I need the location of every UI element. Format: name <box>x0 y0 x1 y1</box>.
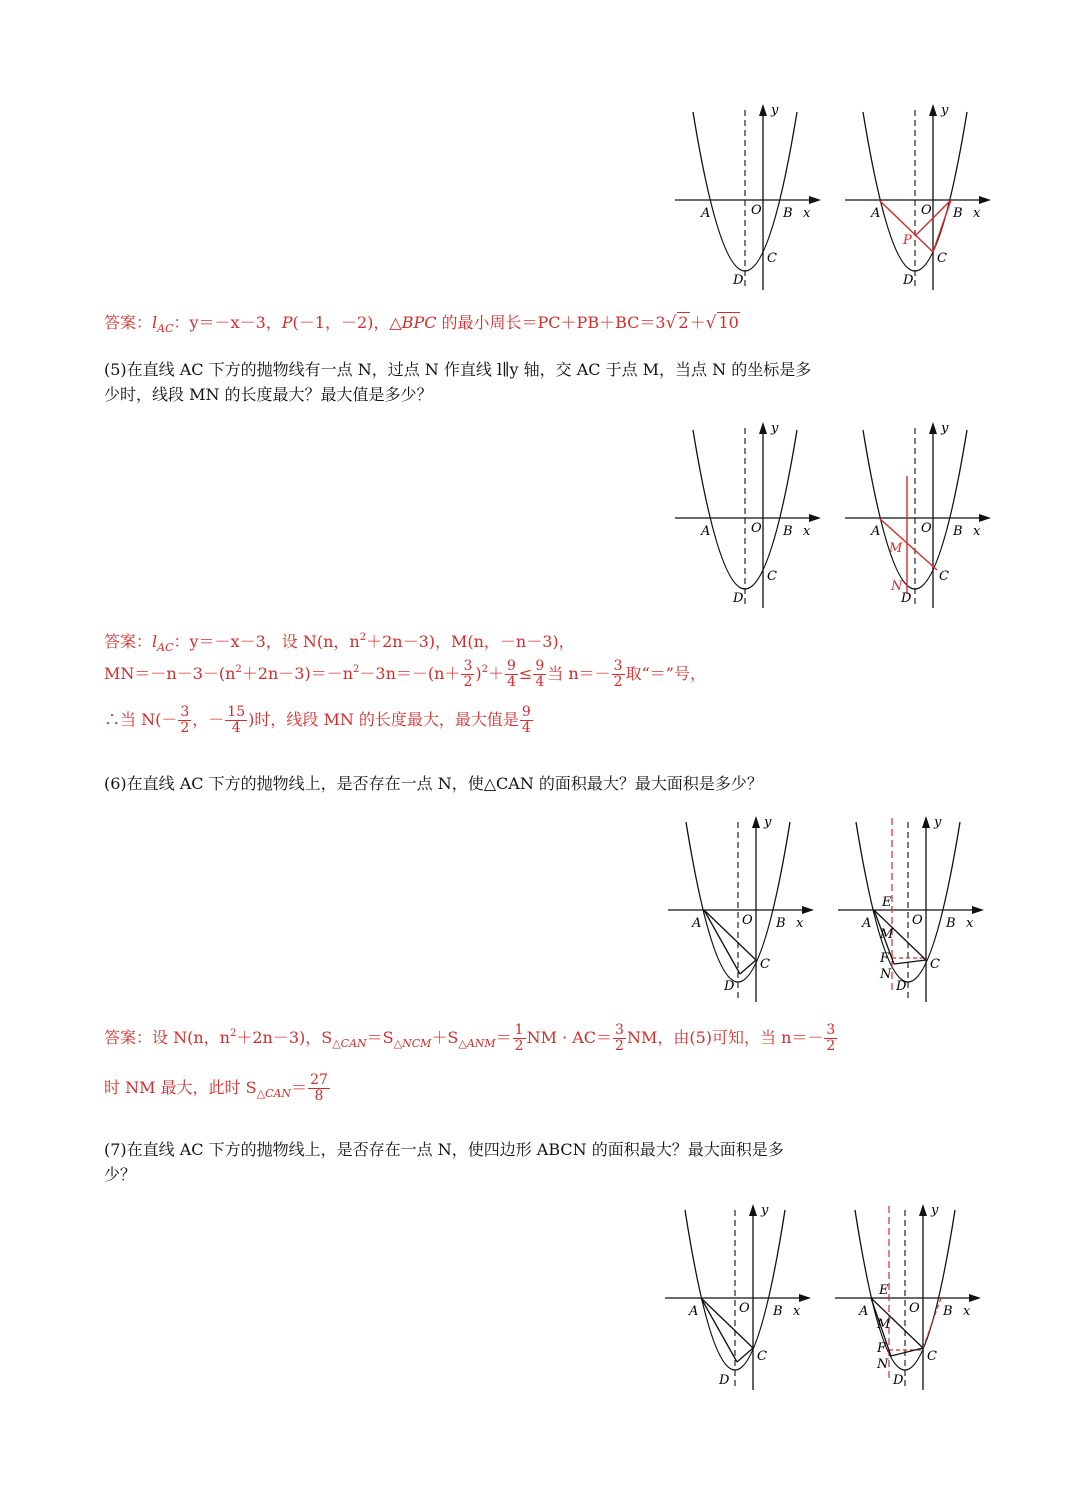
label-C: C <box>939 569 949 584</box>
label-B: B <box>776 916 786 931</box>
numerator: 1 <box>514 1022 524 1038</box>
label-B: B <box>953 524 963 539</box>
numerator: 3 <box>613 658 623 674</box>
sqrt-10: 10 <box>718 313 739 332</box>
parabola-graph <box>675 100 825 290</box>
question-5-line-2: 少时，线段 MN 的长度最大？最大值是多少？ <box>104 385 433 404</box>
parabola-graph <box>675 418 825 608</box>
fraction-9-4 <box>533 659 546 690</box>
denominator: 4 <box>507 674 516 690</box>
figure-q5-parabola <box>675 418 825 608</box>
label-x: x <box>803 524 811 539</box>
point-p: P <box>281 313 293 332</box>
mn-expression-a: MN＝－n－3－(n <box>104 664 236 683</box>
segment-AN <box>704 910 740 974</box>
denominator: 2 <box>180 720 190 736</box>
y-axis-arrow-icon <box>929 422 937 434</box>
subscript-ac: AC <box>157 641 174 654</box>
x-axis-arrow-icon <box>809 196 821 204</box>
label-D: D <box>719 1373 730 1388</box>
numerator: 3 <box>826 1022 836 1038</box>
denominator: 4 <box>535 674 545 690</box>
label-y: y <box>934 815 942 830</box>
numerator: 9 <box>507 658 516 674</box>
label-N: N <box>880 967 892 982</box>
question-7-line-1: (7)在直线 AC 下方的抛物线上，是否存在一点 N，使四边形 ABCN 的面积最大？最大面积是多 <box>104 1140 784 1159</box>
y-axis-arrow-icon <box>752 816 760 828</box>
numerator: 27 <box>310 1072 328 1088</box>
label-E: E <box>879 1283 889 1298</box>
label-C: C <box>767 251 777 266</box>
label-M: M <box>877 1317 891 1332</box>
label-A: A <box>871 524 881 539</box>
numerator: 3 <box>615 1022 624 1038</box>
label-x: x <box>973 524 981 539</box>
label-F: F <box>880 951 890 966</box>
subscript-ncm: △NCM <box>393 1037 432 1050</box>
label-y: y <box>771 421 779 436</box>
answer-prefix: 答案： <box>104 632 153 651</box>
label-C: C <box>927 1349 937 1364</box>
label-C: C <box>930 957 940 972</box>
answer-5-text: ：y＝－x－3，设 N(n，n <box>173 632 360 651</box>
subscript-ac: AC <box>157 322 174 335</box>
y-axis-arrow-icon <box>922 816 930 828</box>
sqrt-2: 2 <box>678 313 689 332</box>
answer-5-text-tail: ＋2n－3)，M(n，－n－3)， <box>366 632 575 651</box>
answer-6-line-1 <box>104 1016 838 1062</box>
label-x: x <box>966 916 974 931</box>
equality-text: 取“＝”号， <box>625 664 706 683</box>
fraction-3-2 <box>613 1023 626 1054</box>
label-A: A <box>701 206 711 221</box>
numerator: 9 <box>521 704 531 720</box>
label-D: D <box>893 1373 904 1388</box>
perimeter-text: 的最小周长＝PC＋PB＋BC＝3 <box>436 313 666 332</box>
x-axis-arrow-icon <box>969 1294 981 1302</box>
label-A: A <box>859 1304 869 1319</box>
answer-6-text: 答案：设 N(n，n <box>104 1028 230 1047</box>
question-7-line-2: 少？ <box>104 1165 137 1184</box>
l-symbol: l <box>152 632 158 651</box>
label-B: B <box>783 206 793 221</box>
parabola-graph <box>665 1200 815 1390</box>
label-B: B <box>953 206 963 221</box>
segment-NC <box>894 960 926 964</box>
x-axis-arrow-icon <box>799 1294 811 1302</box>
label-D: D <box>901 591 912 606</box>
denominator: 2 <box>463 674 473 690</box>
figure-q7-solution <box>835 1200 985 1390</box>
figure-q5-solution <box>845 418 995 608</box>
area-s: ＋2n－3)，S <box>236 1028 333 1047</box>
segment-NC <box>891 1348 923 1356</box>
fraction-3-2 <box>612 659 625 690</box>
parabola-graph-solution <box>838 812 988 1002</box>
label-D: D <box>903 273 914 288</box>
question-6-line-1: (6)在直线 AC 下方的抛物线上，是否存在一点 N，使△CAN 的面积最大？最大面积是多少？ <box>104 774 763 793</box>
denominator: 2 <box>615 1038 624 1054</box>
fraction-15-4 <box>225 705 247 736</box>
y-axis-arrow-icon <box>919 1204 927 1216</box>
label-M: M <box>889 541 903 556</box>
fraction-3-2 <box>461 659 474 690</box>
x-axis-arrow-icon <box>972 906 984 914</box>
label-y: y <box>761 1203 769 1218</box>
label-O: O <box>739 1301 750 1316</box>
label-B: B <box>773 1304 783 1319</box>
label-C: C <box>757 1349 767 1364</box>
superscript-2: 2 <box>359 632 367 643</box>
fraction-3-2 <box>178 705 191 736</box>
subscript-can: △CAN <box>332 1037 367 1050</box>
label-x: x <box>803 206 811 221</box>
numerator: 15 <box>227 704 246 720</box>
answer-6-line-2 <box>104 1070 331 1112</box>
parabola-graph-solution <box>845 100 995 290</box>
point-p-coord: (－1，－2)，△ <box>292 313 402 332</box>
denominator: 4 <box>521 720 531 736</box>
label-D: D <box>733 273 744 288</box>
plus-sign: ＋ <box>689 313 706 332</box>
label-F: F <box>877 1341 887 1356</box>
comma-minus: ，－ <box>192 710 225 729</box>
answer-5-line-2 <box>104 652 706 692</box>
x-axis-arrow-icon <box>809 514 821 522</box>
mn-expression-b: ＋2n－3)＝－n <box>241 664 354 683</box>
close-paren: ) <box>475 664 482 683</box>
when-n-text: 当 n＝－ <box>547 664 611 683</box>
subscript-anm: △ANM <box>458 1037 496 1050</box>
label-D: D <box>733 591 744 606</box>
superscript-2: 2 <box>235 664 242 675</box>
label-x: x <box>796 916 804 931</box>
answer-prefix: 答案： <box>104 313 153 332</box>
label-O: O <box>921 203 932 218</box>
x-axis-arrow-icon <box>979 196 991 204</box>
parabola-graph-solution <box>845 418 995 608</box>
plus-s: ＋S <box>431 1028 459 1047</box>
label-C: C <box>937 251 947 266</box>
superscript-2: 2 <box>353 664 360 675</box>
y-axis-arrow-icon <box>749 1204 757 1216</box>
segment-BC <box>933 200 951 252</box>
equals-sign: ＝ <box>495 1028 512 1047</box>
fraction-27-8 <box>308 1073 330 1104</box>
l-symbol: l <box>152 313 158 332</box>
answer-4 <box>104 312 740 339</box>
label-B: B <box>946 916 956 931</box>
fraction-1-2 <box>513 1023 526 1054</box>
label-D: D <box>724 979 735 994</box>
label-O: O <box>751 203 762 218</box>
label-C: C <box>767 569 777 584</box>
figure-q4-solution <box>845 100 995 290</box>
label-y: y <box>771 103 779 118</box>
label-A: A <box>871 206 881 221</box>
sqrt-icon: √ <box>705 313 717 333</box>
denominator: 2 <box>613 674 623 690</box>
label-y: y <box>941 421 949 436</box>
label-y: y <box>764 815 772 830</box>
denominator: 2 <box>514 1038 524 1054</box>
numerator: 3 <box>463 658 473 674</box>
label-C: C <box>760 957 770 972</box>
label-O: O <box>742 913 753 928</box>
nm-ac-text: NM · AC＝ <box>526 1028 613 1047</box>
label-B: B <box>783 524 793 539</box>
therefore-text: ∴当 N(－ <box>104 710 178 729</box>
plus-sign: ＋ <box>487 664 504 683</box>
fraction-3-2 <box>824 1023 837 1054</box>
question-5-line-1: (5)在直线 AC 下方的抛物线有一点 N，过点 N 作直线 l∥y 轴，交 AC 于点 M，当点 N 的坐标是多 <box>104 360 812 379</box>
fraction-9-4 <box>505 659 518 690</box>
label-E: E <box>882 895 892 910</box>
label-x: x <box>973 206 981 221</box>
denominator: 4 <box>231 720 241 736</box>
parabola-graph <box>668 812 818 1002</box>
label-y: y <box>941 103 949 118</box>
nm-text: NM，由(5)可知，当 n＝－ <box>626 1028 824 1047</box>
label-A: A <box>701 524 711 539</box>
y-axis-arrow-icon <box>759 422 767 434</box>
answer-5-line-3 <box>104 702 534 738</box>
label-A: A <box>862 916 872 931</box>
label-O: O <box>751 521 762 536</box>
figure-q4-parabola <box>675 100 825 290</box>
max-length-text: )时，线段 MN 的长度最大，最大值是 <box>248 710 519 729</box>
leq-sign: ≤ <box>518 664 533 683</box>
equals-s: ＝S <box>366 1028 394 1047</box>
y-axis-arrow-icon <box>759 104 767 116</box>
label-O: O <box>912 913 923 928</box>
denominator: 8 <box>314 1088 324 1104</box>
figure-q7-parabola <box>665 1200 815 1390</box>
fraction-9-4 <box>520 705 533 736</box>
parabola-graph-solution <box>835 1200 985 1390</box>
label-A: A <box>692 916 702 931</box>
label-N: N <box>891 579 903 594</box>
superscript-2: 2 <box>481 664 488 675</box>
sqrt-icon: √ <box>665 313 677 333</box>
x-axis-arrow-icon <box>802 906 814 914</box>
superscript-2: 2 <box>229 1028 237 1039</box>
equals-sign: ＝ <box>291 1078 308 1097</box>
denominator: 2 <box>826 1038 836 1054</box>
line-equation: ：y＝－x－3， <box>173 313 282 332</box>
figure-q6-parabola <box>668 812 818 1002</box>
label-x: x <box>963 1304 971 1319</box>
x-axis-arrow-icon <box>979 514 991 522</box>
label-A: A <box>689 1304 699 1319</box>
label-O: O <box>909 1301 920 1316</box>
label-x: x <box>793 1304 801 1319</box>
triangle-bpc: BPC <box>401 313 437 332</box>
label-M: M <box>880 927 894 942</box>
numerator: 9 <box>535 658 545 674</box>
numerator: 3 <box>180 704 190 720</box>
label-y: y <box>931 1203 939 1218</box>
label-D: D <box>896 979 907 994</box>
nm-max-text: 时 NM 最大，此时 S <box>104 1078 257 1097</box>
label-O: O <box>921 521 932 536</box>
label-P: P <box>903 233 912 248</box>
figure-q6-solution <box>838 812 988 1002</box>
mn-expression-c: －3n＝－(n＋ <box>359 664 461 683</box>
label-B: B <box>943 1304 953 1319</box>
label-N: N <box>877 1357 889 1372</box>
y-axis-arrow-icon <box>929 104 937 116</box>
subscript-can: △CAN <box>256 1087 292 1100</box>
